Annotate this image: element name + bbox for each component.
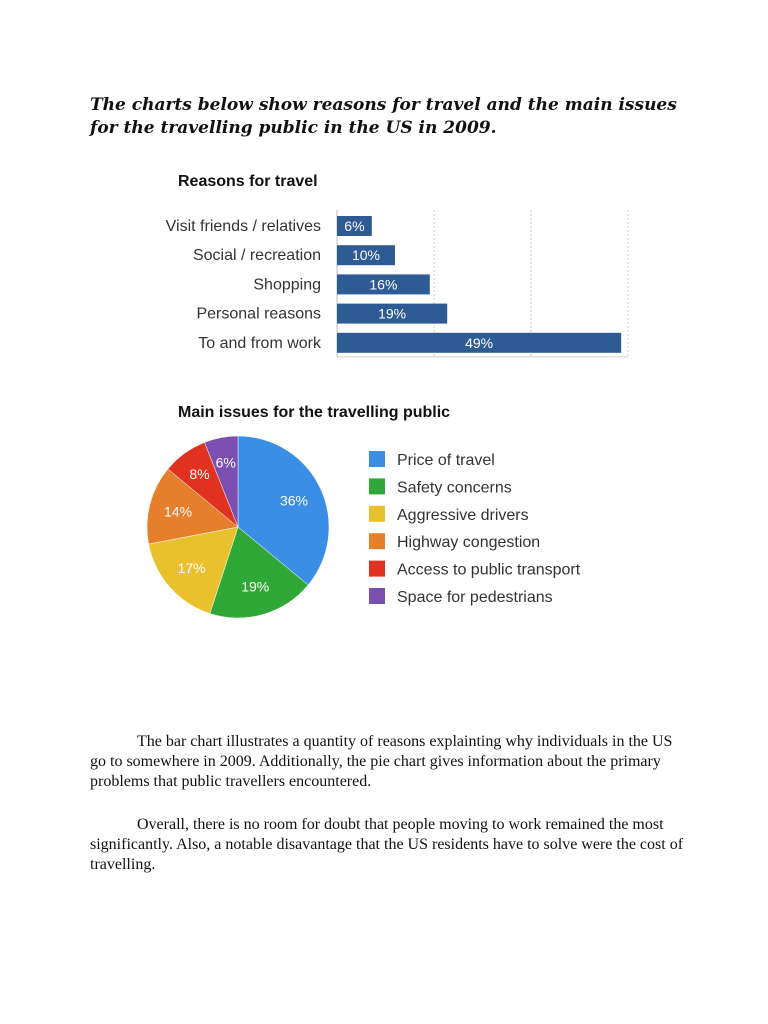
bar-category-label: Shopping <box>253 276 321 294</box>
legend-label: Aggressive drivers <box>397 506 529 524</box>
paragraph-intro: The bar chart illustrates a quantity of reasons explainting why individuals in the US go to somewhere in 2009. Additionally, the pie chart gives information about the primary problems that public travellers encountered. <box>90 733 673 790</box>
pie-data-label: 36% <box>279 492 309 509</box>
pie-data-label: 17% <box>177 559 206 576</box>
bar-chart-title: Reasons for travel <box>178 173 318 190</box>
bar-category-label: Visit friends / relatives <box>165 218 321 235</box>
legend-label: Price of travel <box>397 452 495 469</box>
bar-data-label: 6% <box>344 218 365 234</box>
pie-chart-title: Main issues for the travelling public <box>178 404 451 421</box>
pie-data-label: 6% <box>215 454 236 471</box>
document-heading: The charts below show reasons for travel and the main issues for the travelling public in the US in 2009. <box>90 95 677 138</box>
pie-data-label: 14% <box>164 503 193 520</box>
pie-data-label: 8% <box>189 465 210 482</box>
legend-label: Highway congestion <box>397 534 541 552</box>
bar-category-label: Social / recreation <box>192 247 321 265</box>
paragraph-overview: Overall, there is no room for doubt that people moving to work remained the most significantly. Also, a notable disavantage that the US residents have to solve were the cost of travelling. <box>90 816 684 873</box>
bar-data-label: 49% <box>465 334 494 351</box>
bar-data-label: 10% <box>351 247 381 264</box>
legend-label: Access to public transport <box>397 561 581 579</box>
pie-data-label: 19% <box>241 578 270 595</box>
bar-category-label: Personal reasons <box>196 305 321 323</box>
legend-swatch <box>369 478 385 494</box>
legend-label: Safety concerns <box>397 479 512 497</box>
legend-swatch <box>369 588 385 604</box>
legend-swatch <box>369 561 385 577</box>
legend-label: Space for pedestrians <box>397 589 553 606</box>
bar-category-label: To and from work <box>198 334 321 352</box>
legend-swatch <box>369 506 385 522</box>
legend-swatch <box>369 451 385 467</box>
legend-swatch <box>369 533 385 549</box>
bar-data-label: 19% <box>378 305 407 322</box>
bar-data-label: 16% <box>369 276 398 293</box>
